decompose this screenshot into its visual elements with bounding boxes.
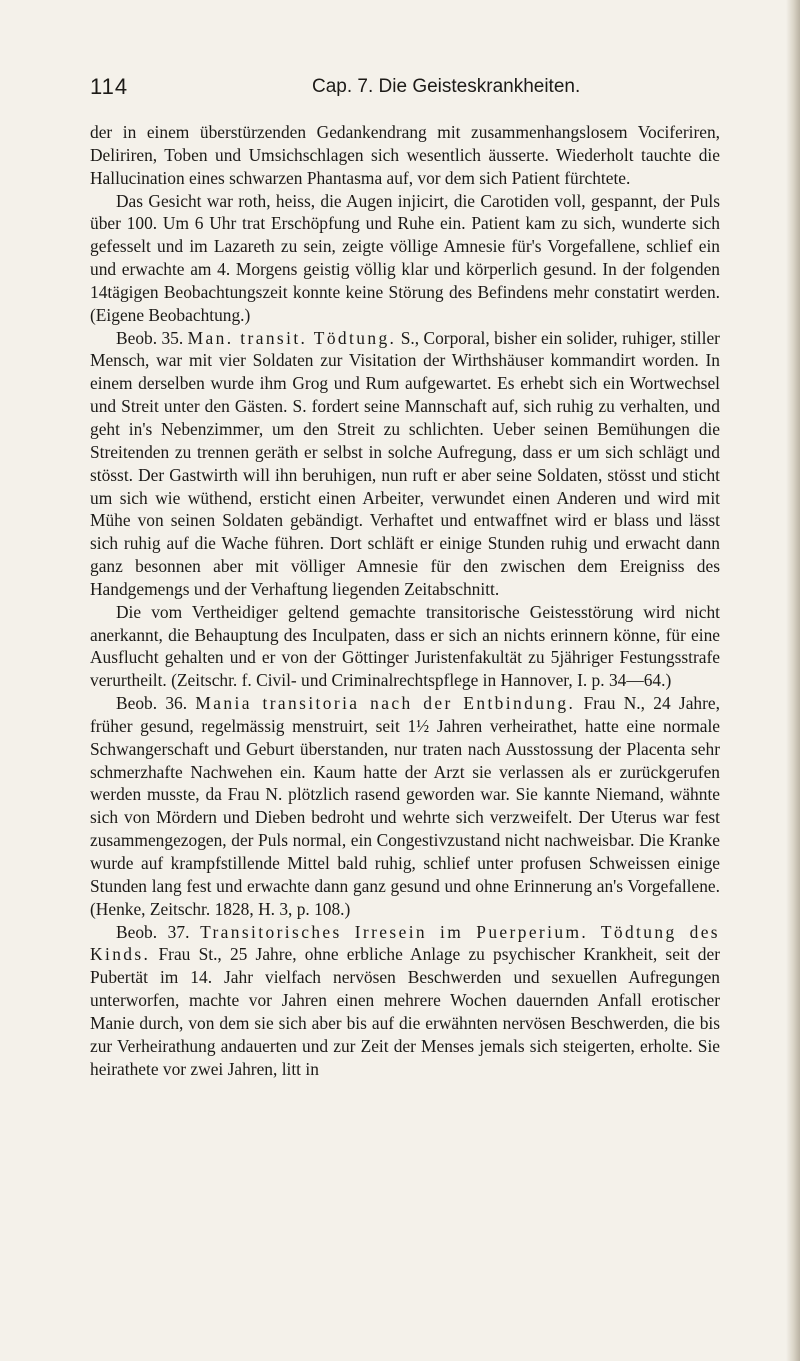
case-label: Beob. 35. bbox=[116, 327, 184, 348]
case-label: Beob. 36. bbox=[116, 693, 188, 714]
page-edge-shadow bbox=[786, 0, 800, 1361]
case-36 bbox=[90, 692, 720, 920]
case-title: Mania transitoria nach der Entbindung. bbox=[195, 693, 576, 714]
case-title: Man. transit. Tödtung. bbox=[187, 327, 397, 348]
case-text: S., Corporal, bisher ein solider, ruhiger, stiller Mensch, war mit vier Soldaten zur Visitation der Wirthshäuser kommandirt worden. In einem derselben wurde ihm Grog und Rum aufgewartet. Es erhebt sich ein Wortwechsel und Streit unter den Gästen. S. fordert seine Mannschaft auf, sich ruhig zu verhalten, und geht in's Nebenzimmer, um den Streit zu schlichten. Ueber seinen Bemühungen die Streitenden zu trennen geräth er selbst in solche Aufregung, dass er um sich schlägt und stösst. Der Gastwirth will ihn beruhigen, nun ruft er aber seine Soldaten, stösst und sticht um sich wie wüthend, ersticht einen Arbeiter, verwundet einen Anderen und wird mit Mühe von seinen Soldaten gebändigt. Verhaftet und entwaffnet wird er blass und lässt sich ruhig auf die Wache führen. Dort schläft er einige Stunden ruhig und erwacht dann ganz besonnen aber mit völliger Amnesie für den zwischen dem Ereigniss des Handgemengs und der Verhaftung liegenden Zeitabschnitt. bbox=[90, 327, 720, 599]
case-label: Beob. 37. bbox=[116, 921, 190, 942]
case-text: Frau St., 25 Jahre, ohne erbliche Anlage zu psychischer Krankheit, seit der Pubertät im 14. Jahr vielfach nervösen Beschwerden und sexuellen Aufregungen unterworfen, machte vor Jahren einen mehrere Wochen dauernden Anfall erotischer Manie durch, von dem sie sich aber bis auf die erwähnten nervösen Beschwerden, die bis zur Verheirathung andauerten und zur Zeit der Menses jemals sich steigerten, erholte. Sie heirathete vor zwei Jahren, litt in bbox=[90, 944, 720, 1079]
case-37 bbox=[90, 921, 720, 1081]
paragraph-continuation: der in einem überstürzenden Gedankendrang mit zusammenhangslosem Vociferiren, Deliriren, Toben und Umsichschlagen sich wesentlich äusserte. Wiederholt tauchte die Hallucination eines schwarzen Phantasma auf, vor dem sich Patient fürchtete. bbox=[90, 122, 720, 188]
body-text bbox=[90, 121, 720, 1080]
page-header bbox=[90, 74, 720, 108]
page-number: 114 bbox=[90, 74, 129, 99]
running-head: Cap. 7. Die Geisteskrankheiten. bbox=[312, 76, 581, 97]
case-35 bbox=[90, 327, 720, 601]
paragraph: Das Gesicht war roth, heiss, die Augen injicirt, die Carotiden voll, gespannt, der Puls über 100. Um 6 Uhr trat Erschöpfung und Ruhe ein. Patient kam zu sich, wunderte sich gefesselt und im Lazareth zu sein, zeigte völlige Amnesie für's Vorgefallene, schlief ein und erwachte am 4. Morgens geistig völlig klar und körperlich gesund. In der folgenden 14tägigen Beobachtungszeit konnte keine Störung des Befindens mehr constatirt werden. (Eigene Beobachtung.) bbox=[90, 190, 720, 325]
paragraph: Die vom Vertheidiger geltend gemachte transitorische Geistesstörung wird nicht anerkannt, die Behauptung des Inculpaten, dass er sich an nichts erinnern könne, für eine Ausflucht gehalten und er von der Göttinger Juristenfakultät zu 5jähriger Festungsstrafe verurtheilt. (Zeitschr. f. Civil- und Criminalrechtspflege in Hannover, I. p. 34—64.) bbox=[90, 601, 720, 691]
case-title: Transitorisches Irresein im Puerperium. Tödtung des Kinds. bbox=[90, 921, 720, 965]
case-text: Frau N., 24 Jahre, früher gesund, regelmässig menstruirt, seit 1½ Jahren verheirathet, hatte eine normale Schwangerschaft und Geburt überstanden, nur traten nach Ausstossung der Placenta sehr schmerzhafte Nachwehen ein. Kaum hatte der Arzt sie verlassen als er zurückgerufen werden musste, da Frau N. plötzlich rasend geworden war. Sie kannte Niemand, wähnte sich von Mördern und Dieben bedroht und wehrte sich verzweifelt. Der Uterus war fest zusammengezogen, der Puls normal, ein Congestivzustand nicht nachweisbar. Die Kranke wurde auf krampfstillende Mittel bald ruhig, schlief unter profusen Schweissen einige Stunden lang fest und erwachte dann ganz gesund und ohne Erinnerung an's Vorgefallene. (Henke, Zeitschr. 1828, H. 3, p. 108.) bbox=[90, 693, 720, 919]
